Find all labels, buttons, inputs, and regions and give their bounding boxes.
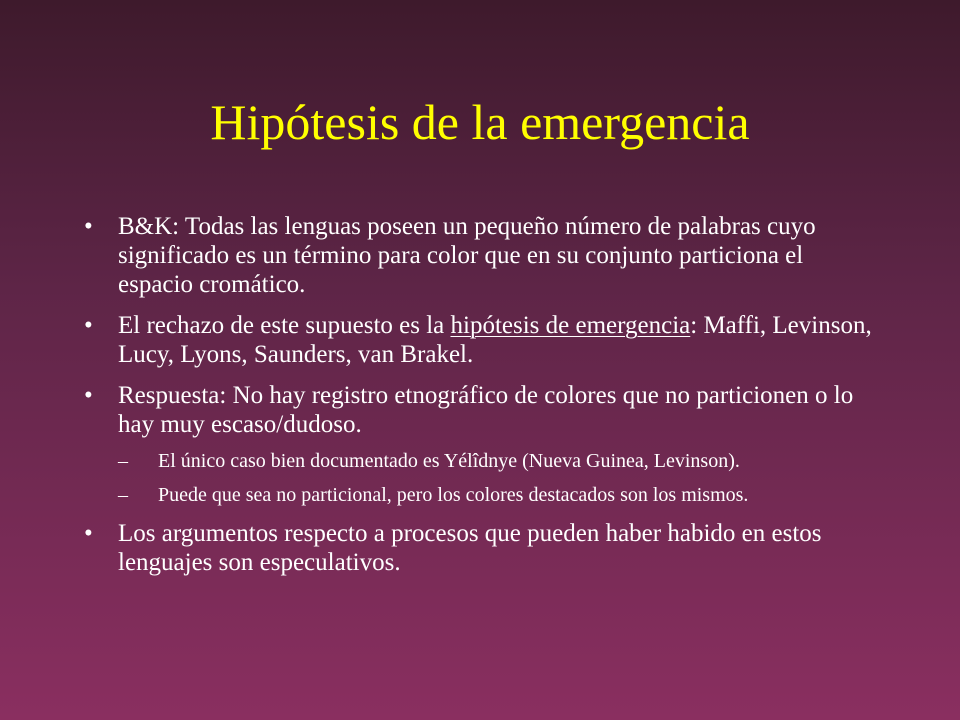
bullet-marker: • [84,520,93,547]
bullet-item [80,381,880,507]
sub-bullet-marker: – [118,450,128,472]
bullet-text: Los argumentos respecto a procesos que pueden haber habido en estos lenguajes son especulativos. [118,520,822,576]
bullet-text-before: El rechazo de este supuesto es la [118,312,451,339]
bullet-marker: • [84,382,93,409]
bullet-marker: • [84,312,93,339]
bullet-text-after: : Maffi, Levinson, Lucy, Lyons, Saunders, van Brakel. [118,312,872,368]
sub-bullet-list [118,449,880,507]
bullet-text: Respuesta: No hay registro etnográfico de colores que no particionen o lo hay muy escaso/dudoso. [118,382,854,438]
bullet-item [80,311,880,369]
sub-bullet-text: El único caso bien documentado es Yélîdnye (Nueva Guinea, Levinson). [158,450,740,472]
bullet-list [80,212,880,589]
slide-title: Hipótesis de la emergencia [210,94,750,150]
sub-bullet-marker: – [118,484,128,506]
bullet-marker: • [84,213,93,240]
underlined-term: hipótesis de emergencia [450,312,691,339]
sub-bullet-item [118,483,880,507]
sub-bullet-item [118,449,880,473]
bullet-item [80,212,880,299]
sub-bullet-text: Puede que sea no particional, pero los colores destacados son los mismos. [158,484,749,506]
bullet-text: B&K: Todas las lenguas poseen un pequeño número de palabras cuyo significado es un término para color que en su conjunto particiona el espacio cromático. [118,213,816,298]
bullet-item [80,519,880,577]
